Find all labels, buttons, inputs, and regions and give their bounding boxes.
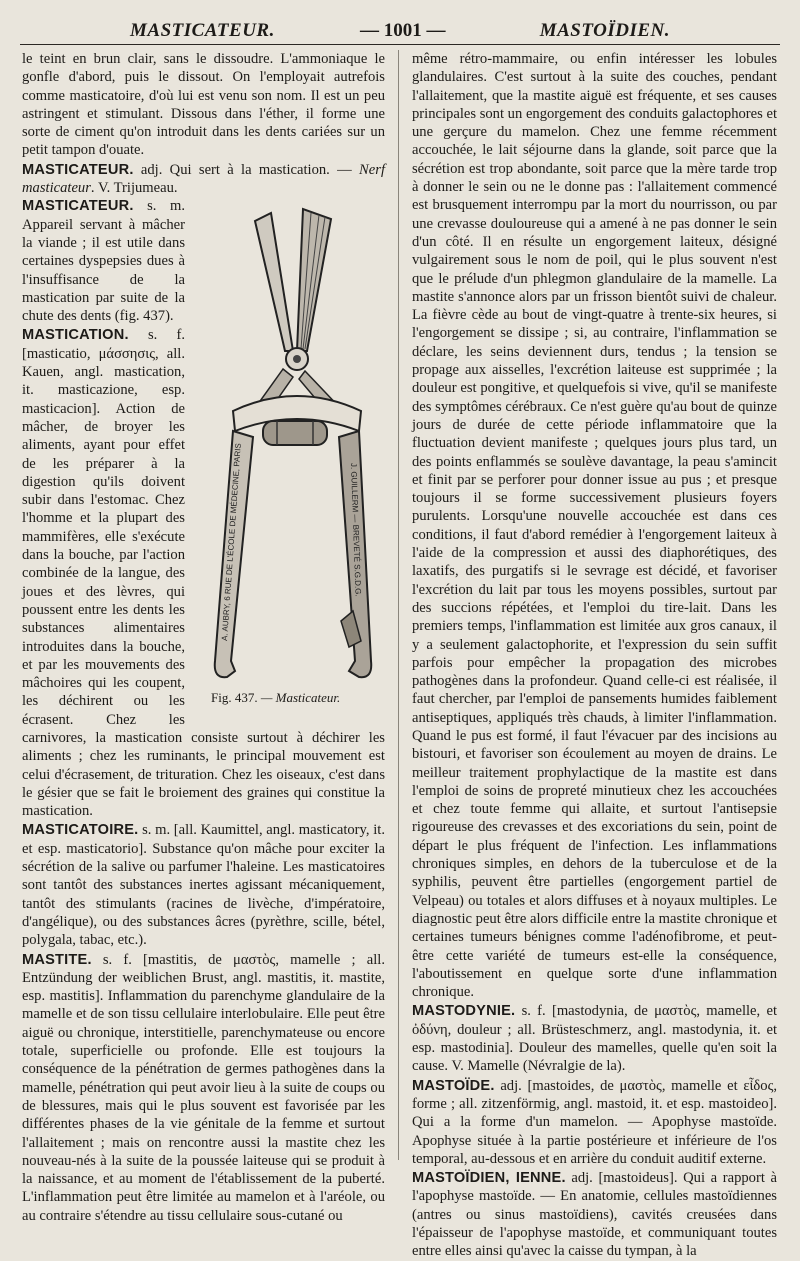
entry-masticatoire [22, 821, 385, 949]
headword: MASTICATION. [22, 327, 129, 344]
handle-left-inscription: A. AUBRY, 6 RUE DE L'ÉCOLE DE MÉDECINE, PARIS [220, 443, 243, 642]
entry-text: adj. [mastoides, de μαστὸς, mamelle et εἶδος, forme ; all. zitzenförmig, angl. mastoid, it. et esp. mastoideo]. Qui a la forme d'un mamelon. — Apophyse mastoïde. Apophyse située à la partie postérieure et inférieure de l'os temporal, au-dessous et en arrière du conduit auditif externe. [412, 1077, 777, 1167]
headword: MASTICATEUR. [22, 161, 134, 178]
headword: MASTITE. [22, 951, 92, 968]
entry-mastite [22, 951, 385, 1225]
continuation-paragraph: le teint en brun clair, sans le dissoudre. L'ammoniaque le gonfle d'abord, puis le dissout. On l'employait autrefois comme masticatoire, d'où lui est venu son nom. Il est un peu astringent et stimulant. Dissous dans l'éther, il forme une sorte de ciment qu'on introduit dans les dents cariées sur un petit tampon d'ouate. [22, 51, 385, 159]
masticator-illustration [193, 201, 385, 691]
entry-text: s. f. [mastodynia, de μαστὸς, mamelle, et ὀδύνη, douleur ; all. Brüsteschmerz, angl. mastodynia, it. et esp. mastodinia]. Douleur des mamelles, quelle qu'en soit la cause. V. Mamelle (Névralgie de la). [412, 1003, 777, 1075]
left-column [22, 50, 385, 1224]
entry-text: s. f. [mastitis, de μαστὸς, mamelle ; all. Entzündung der weiblichen Brust, angl. mastitis, it. mastite, esp. mastitis]. Inflammation du parenchyme glandulaire de la mamelle et de son tissu cellulaire interlobulaire. Elle peut être aiguë ou chronique, interstitielle, parenchymateuse ou encore totale, superficielle ou profonde. Elle est toujours la conséquence de la pénétration de germes pathogènes dans la mamelle, pénétration qui peut avoir lieu à la suite de coups ou de blessures, mais qui le plus souvent est favorisée par les différentes phases de la vie génitale de la femme et surtout l'allaitement ; mais on rencontre aussi la mastite chez les nouveau-nés à la suite de la poussée laiteuse qui se produit à la naissance, et au moment de l'établissement de la puberté. L'inflammation peut être limitée au mamelon et à l'aréole, ou au contraire s'étendre au tissu cellulaire sous-cutané ou [22, 951, 385, 1224]
entry-mastoide [412, 1077, 777, 1168]
column-divider [398, 50, 399, 1160]
headword: MASTICATEUR. [22, 198, 134, 215]
handle-right-inscription: J. GUILLERM — BREVETÉ S.G.D.G. [349, 463, 363, 598]
headword: MASTOÏDIEN, IENNE. [412, 1170, 566, 1187]
right-column [412, 50, 777, 1260]
entry-mastodynie [412, 1002, 777, 1075]
figure-caption [211, 689, 340, 707]
entry-italic: Nerf masticateur [22, 161, 385, 197]
header-left-word: MASTICATEUR. [130, 20, 275, 41]
page-number: — 1001 — [360, 20, 446, 41]
figure-masticateur [193, 201, 385, 711]
entry-tail: . V. Trijumeau. [90, 180, 178, 197]
headword: MASTODYNIE. [412, 1003, 516, 1020]
entry-text: s. m. [all. Kaumittel, angl. masticatory, it. et esp. masticatorio]. Substance qu'on mâche pour exciter la sécrétion de la salive ou parfumer l'haleine. Les masticatoires sont tantôt des substances inertes agissant mécaniquement, tantôt des stimulants (racines de livèche, d'impératoire, d'angélique), ou des substances âcres (pyrèthre, scille, bétel, polygala, tabac, etc.). [22, 822, 385, 949]
headword: MASTOÏDE. [412, 1077, 495, 1094]
headword: MASTICATOIRE. [22, 822, 139, 839]
running-header [20, 14, 780, 45]
figure-label: Fig. 437. [211, 690, 258, 706]
continuation-paragraph: même rétro-mammaire, ou enfin intéresser les lobules glandulaires. C'est surtout à la suite des couches, pendant l'allaitement, que la mastite aiguë est fréquente, et ses causes principales sont un engorgement des conduits galactophores et une gerçure du mamelon. Chez une femme récemment accouchée, le lait séjourne dans la glande, soit parce que la sécrétion est trop abondante, soit parce que la mère tarde trop à donner le sein ou ne le donne pas : l'allaitement commencé est brusquement interrompu par la mort du nourrisson, ou par une crevasse douloureuse qui a amené à ne pas donner le sein d'un côté. Il en résulte un engorgement laiteux, désigné vulgairement sous le nom de poil, qui le plus souvent n'est que le prélude d'un phlegmon glandulaire de la mamelle. La mastite s'annonce alors par un frisson bientôt suivi de chaleur. La fièvre cède au bout de vingt-quatre à trente-six heures, si l'engorgement se dissipe ; si, au contraire, l'inflammation se déclare, les seins deviennent durs, tendus ; la tension se propage aux aisselles, l'excrétion laiteuse est supprimée ; la douleur est pongitive, et quelquefois si vive, qu'il se manifeste des symptômes cérébraux. Ce n'est guère qu'au bout de quinze jours de durée de cette période inflammatoire que la fluctuation devient manifeste ; quelques jours plus tard, un des points enflammés se soulève davantage, la peau s'amincit et finit par se perforer pour donner issue au pus ; et presque toujours il se forme successivement plusieurs foyers purulents. Lorsqu'une nouvelle accouchée est dans ces conditions, il faut d'abord remédier à l'engorgement laiteux à l'aide de la compression et aussi des diaphorétiques, des laxatifs, des purgatifs si le sevrage est décidé, et favoriser l'excrétion du lait par tous les moyens possibles, surtout par des succions répétées, et l'emploi du tire-lait. Dans les premiers temps, l'inflammation est limitée aux gros canaux, il y a seulement galactophorite, et l'expression du sein suffit parfois pour empêcher la propagation des microbes pathogènes dans la profondeur. Quand celle-ci est réalisée, il faut chercher, par l'emploi de pansements humides faiblement antiseptiques, appliqués très chauds, à limiter l'inflammation. Quand le pus est formé, il faut l'évacuer par des incisions au bistouri, et favoriser son écoulement au moyen de drains. Le meilleur traitement prophylactique de la mastite est dans l'emploi de soins de propreté minutieux chez les accouchées et chez toute femme qui allaite, et surtout l'antisepsie rigoureuse des crevasses et des excoriations du sein, point de départ le plus fréquent de l'infection. Les inflammations chroniques simples, en dehors de la tuberculose et de la syphilis, peuvent être partielles (engorgement partiel de Velpeau) ou totales et alors diffuses et à noyaux multiples. Le diagnostic peut être alors difficile entre la mastite chronique et certaines tumeurs bénignes comme l'adénofibrome, et peut-être cette variété de tumeurs est-elle la conséquence, l'aboutissement en quelque sorte d'une inflammation chronique. [412, 51, 777, 1001]
entry-masticateur-adj [22, 161, 385, 198]
entry-mastoidien [412, 1169, 777, 1260]
figure-caption-text: — Masticateur. [260, 690, 341, 706]
entry-text: adj. Qui sert à la mastication. — [133, 161, 360, 178]
header-right-word: MASTOÏDIEN. [539, 20, 670, 41]
entry-text: s. m. Appareil servant à mâcher la viande ; il est utile dans certaines dyspepsies dues à l'insuffisance de la mastication par suite de la chute des dents (fig. 437). [22, 198, 185, 325]
entry-text: s. f. [masticatio, μάσσησις, all. Kauen, angl. mastication, it. masticazione, esp. masticacion]. Action de mâcher, de broyer les aliments, ayant pour effet de les préparer à la digestion qu'ils doivent subir dans l'estomac. Chez l'homme et la plupart des mammifères, elle s'exécute dans la bouche, par l'action combinée de la langue, des joues et des lèvres, qui poussent entre les dents les substances alimentaires introduites dans la bouche, et par les mouvements des mâchoires qui les coupent, les déchirent ou les écrasent. Chez les carnivores, la mastication consiste surtout à déchirer les aliments ; chez les ruminants, le principal mouvement est celui d'écrasement, de trituration. Chez les oiseaux, c'est dans le gésier que se fait le broiement des graines qui constitue la mastication. [22, 327, 385, 820]
entry-text: adj. [mastoideus]. Qui a rapport à l'apophyse mastoïde. — En anatomie, cellules mastoïdiennes (antres ou sinus mastoïdiens), cavités creusées dans l'épaisseur de l'apophyse mastoïde, et communiquant toutes entre elles ainsi qu'avec la caisse du tympan, à la [412, 1170, 777, 1260]
